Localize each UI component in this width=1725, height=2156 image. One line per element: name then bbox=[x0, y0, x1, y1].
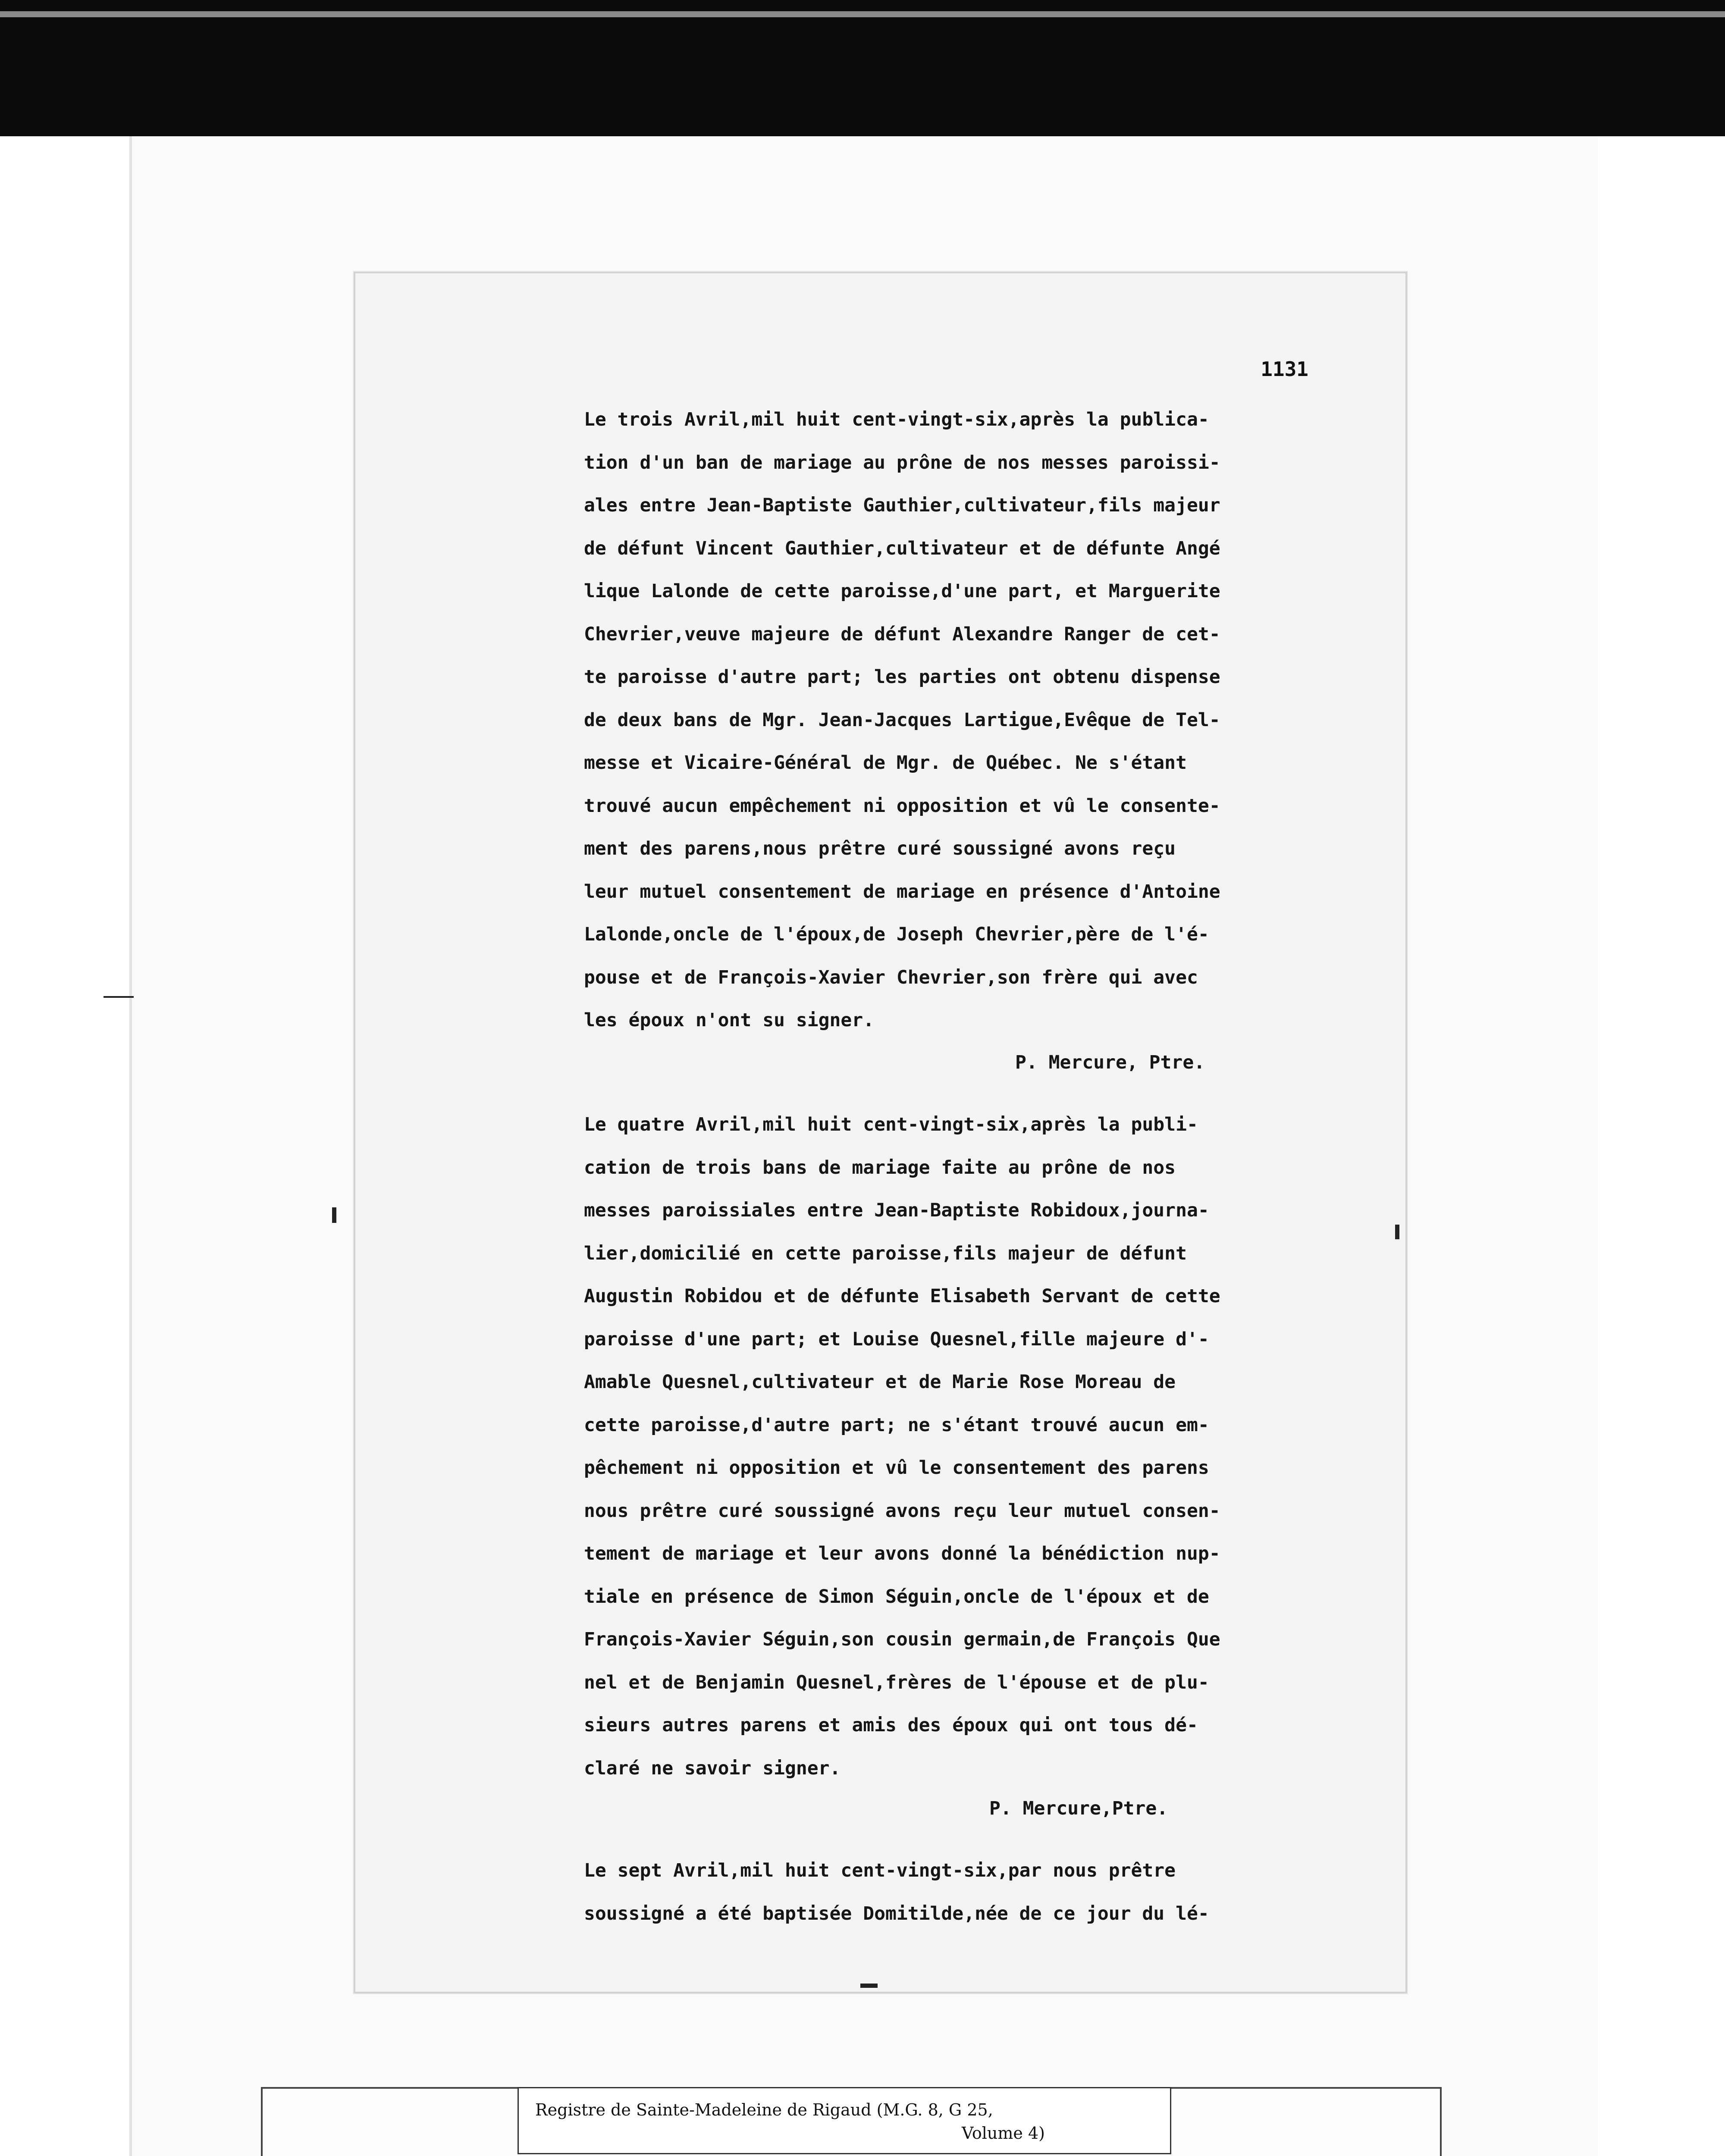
register-entry bbox=[584, 1849, 1317, 1935]
entry-line: Augustin Robidou et de défunte Elisabeth Servant de cette bbox=[584, 1285, 1220, 1307]
priest-signature: P. Mercure,Ptre. bbox=[989, 1798, 1168, 1819]
entry-line: soussigné a été baptisée Domitilde,née de ce jour du lé- bbox=[584, 1902, 1209, 1924]
entry-line: Le trois Avril,mil huit cent-vingt-six,après la publica- bbox=[584, 409, 1209, 430]
film-speck bbox=[860, 1984, 878, 1988]
entry-line: messe et Vicaire-Général de Mgr. de Québec. Ne s'étant bbox=[584, 752, 1187, 774]
entry-line: sieurs autres parens et amis des époux qui ont tous dé- bbox=[584, 1714, 1198, 1736]
film-edge bbox=[0, 11, 1725, 17]
entry-line: cette paroisse,d'autre part; ne s'étant trouvé aucun em- bbox=[584, 1414, 1209, 1436]
entry-line: les époux n'ont su signer. bbox=[584, 1009, 875, 1031]
register-entry bbox=[584, 1103, 1317, 1790]
entry-line: nous prêtre curé soussigné avons reçu leur mutuel consen- bbox=[584, 1500, 1220, 1522]
film-speck bbox=[1395, 1225, 1399, 1239]
entry-line: Le sept Avril,mil huit cent-vingt-six,par nous prêtre bbox=[584, 1860, 1176, 1881]
entry-line: te paroisse d'autre part; les parties ont obtenu dispense bbox=[584, 666, 1220, 688]
entry-line: Le quatre Avril,mil huit cent-vingt-six,après la publi- bbox=[584, 1114, 1198, 1135]
film-speck bbox=[104, 996, 134, 998]
entry-line: ment des parens,nous prêtre curé soussigné avons reçu bbox=[584, 838, 1176, 859]
entry-line: pêchement ni opposition et vû le consentement des parens bbox=[584, 1457, 1209, 1479]
register-label bbox=[518, 2087, 1171, 2154]
entry-line: pouse et de François-Xavier Chevrier,son frère qui avec bbox=[584, 966, 1198, 988]
register-entry bbox=[584, 398, 1317, 1042]
register-label-line: Registre de Sainte-Madeleine de Rigaud (M.G. 8, G 25, bbox=[535, 2100, 993, 2119]
entry-line: nel et de Benjamin Quesnel,frères de l'épouse et de plu- bbox=[584, 1671, 1209, 1693]
entry-line: Chevrier,veuve majeure de défunt Alexandre Ranger de cet- bbox=[584, 623, 1220, 645]
entry-line: lier,domicilié en cette paroisse,fils majeur de défunt bbox=[584, 1242, 1187, 1264]
entry-line: de deux bans de Mgr. Jean-Jacques Lartigue,Evêque de Tel- bbox=[584, 709, 1220, 731]
priest-signature: P. Mercure, Ptre. bbox=[1015, 1052, 1205, 1073]
entry-line: ales entre Jean-Baptiste Gauthier,cultivateur,fils majeur bbox=[584, 495, 1220, 516]
entry-line: Lalonde,oncle de l'époux,de Joseph Chevrier,père de l'é- bbox=[584, 924, 1209, 945]
page-number: 1131 bbox=[1261, 357, 1308, 381]
entry-line: paroisse d'une part; et Louise Quesnel,fille majeure d'- bbox=[584, 1328, 1209, 1350]
entry-line: claré ne savoir signer. bbox=[584, 1757, 841, 1779]
entry-line: de défunt Vincent Gauthier,cultivateur et de défunte Angé bbox=[584, 537, 1220, 559]
film-speck bbox=[332, 1207, 336, 1223]
microfilm-top-band bbox=[0, 0, 1725, 136]
entry-line: tiale en présence de Simon Séguin,oncle de l'époux et de bbox=[584, 1586, 1209, 1608]
register-page bbox=[354, 272, 1407, 1993]
entry-line: Amable Quesnel,cultivateur et de Marie Rose Moreau de bbox=[584, 1371, 1176, 1393]
entry-line: leur mutuel consentement de mariage en présence d'Antoine bbox=[584, 881, 1220, 903]
register-label-line: Volume 4) bbox=[961, 2124, 1045, 2143]
entry-line: messes paroissiales entre Jean-Baptiste Robidoux,journa- bbox=[584, 1200, 1209, 1221]
entry-line: tement de mariage et leur avons donné la bénédiction nup- bbox=[584, 1543, 1220, 1564]
entry-line: tion d'un ban de mariage au prône de nos messes paroissi- bbox=[584, 451, 1220, 473]
entry-line: lique Lalonde de cette paroisse,d'une part, et Marguerite bbox=[584, 580, 1220, 602]
entry-line: trouvé aucun empêchement ni opposition et vû le consente- bbox=[584, 795, 1220, 817]
entry-line: cation de trois bans de mariage faite au prône de nos bbox=[584, 1156, 1176, 1178]
entry-line: François-Xavier Séguin,son cousin germain,de François Que bbox=[584, 1629, 1220, 1650]
